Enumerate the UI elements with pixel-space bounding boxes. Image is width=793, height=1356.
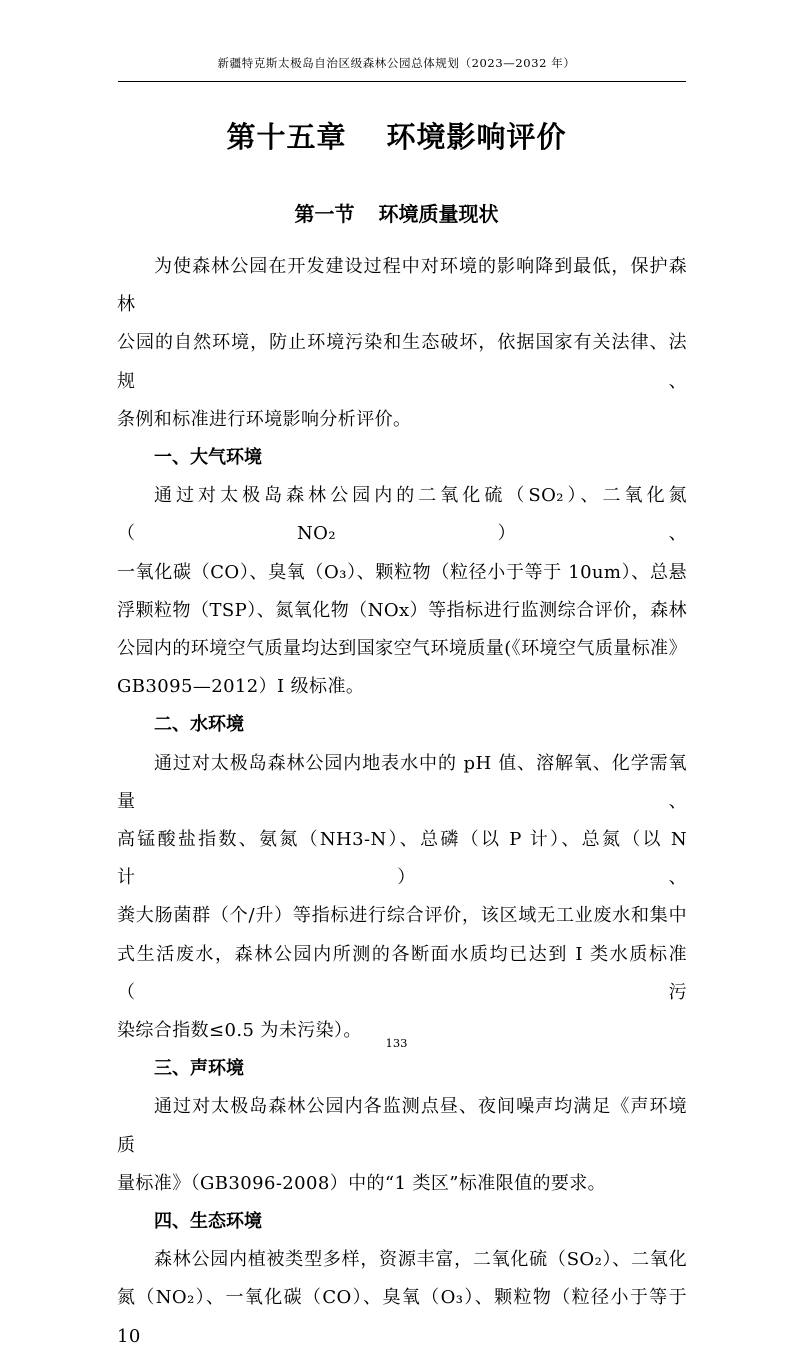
text-line: 通过对太极岛森林公园内的二氧化硫（SO₂）、二氧化氮（NO₂）、: [117, 485, 687, 545]
section-number: 第一节: [294, 202, 355, 226]
paragraph-sound: [117, 1088, 687, 1203]
text-line: 公园内的环境空气质量均达到国家空气环境质量(《环境空气质量标准》: [117, 638, 687, 660]
chapter-title: [0, 115, 793, 156]
text-line: 染综合指数≤0.5 为未污染）。: [117, 1020, 362, 1042]
text-line: 浮颗粒物（TSP）、氮氧化物（NOx）等指标进行监测综合评价，森林: [117, 599, 687, 621]
text-line: 为使森林公园在开发建设过程中对环境的影响降到最低，保护森林: [117, 256, 687, 316]
document-body: [117, 248, 687, 1356]
intro-paragraph: [117, 248, 687, 439]
chapter-number: 第十五章: [226, 120, 347, 154]
header-rule: [118, 81, 686, 82]
section-title: [0, 198, 793, 227]
text-line: 粪大肠菌群（个/升）等指标进行综合评价，该区域无工业废水和集中: [117, 905, 687, 927]
page-number: 133: [385, 1036, 408, 1050]
paragraph-air: [117, 477, 687, 706]
text-line: 条例和标准进行环境影响分析评价。: [117, 408, 412, 430]
text-line: 公园的自然环境，防止环境污染和生态破坏，依据国家有关法律、法规、: [117, 332, 687, 392]
subsection-heading-sound: 三、声环境: [154, 1058, 244, 1080]
subsection-heading-ecology: 四、生态环境: [154, 1211, 262, 1233]
text-line: 通过对太极岛森林公园内各监测点昼、夜间噪声均满足《声环境质: [117, 1096, 687, 1156]
subsection-heading-air: 一、大气环境: [154, 447, 262, 469]
paragraph-ecology: [117, 1241, 687, 1356]
section-name: 环境质量现状: [378, 202, 499, 226]
text-line: 式生活废水，森林公园内所测的各断面水质均已达到 I 类水质标准（污: [117, 943, 687, 1003]
text-line: 氮（NO₂）、一氧化碳（CO）、臭氧（O₃）、颗粒物（粒径小于等于 10: [117, 1287, 687, 1347]
text-line: 一氧化碳（CO）、臭氧（O₃）、颗粒物（粒径小于等于 10um）、总悬: [117, 561, 687, 583]
running-header: 新疆特克斯太极岛自治区级森林公园总体规划（2023—2032 年）: [217, 56, 576, 70]
subsection-heading-water: 二、水环境: [154, 714, 244, 736]
paragraph-water: [117, 745, 687, 1051]
text-line: GB3095—2012）I 级标准。: [117, 676, 365, 698]
text-line: 量标准》（GB3096-2008）中的“1 类区”标准限值的要求。: [117, 1172, 607, 1194]
text-line: 通过对太极岛森林公园内地表水中的 pH 值、溶解氧、化学需氧量、: [117, 752, 687, 812]
text-line: 森林公园内植被类型多样，资源丰富，二氧化硫（SO₂）、二氧化: [154, 1249, 687, 1271]
text-line: 高锰酸盐指数、氨氮（NH3-N）、总磷（以 P 计）、总氮（以 N 计）、: [117, 829, 687, 889]
chapter-name: 环境影响评价: [386, 120, 567, 154]
